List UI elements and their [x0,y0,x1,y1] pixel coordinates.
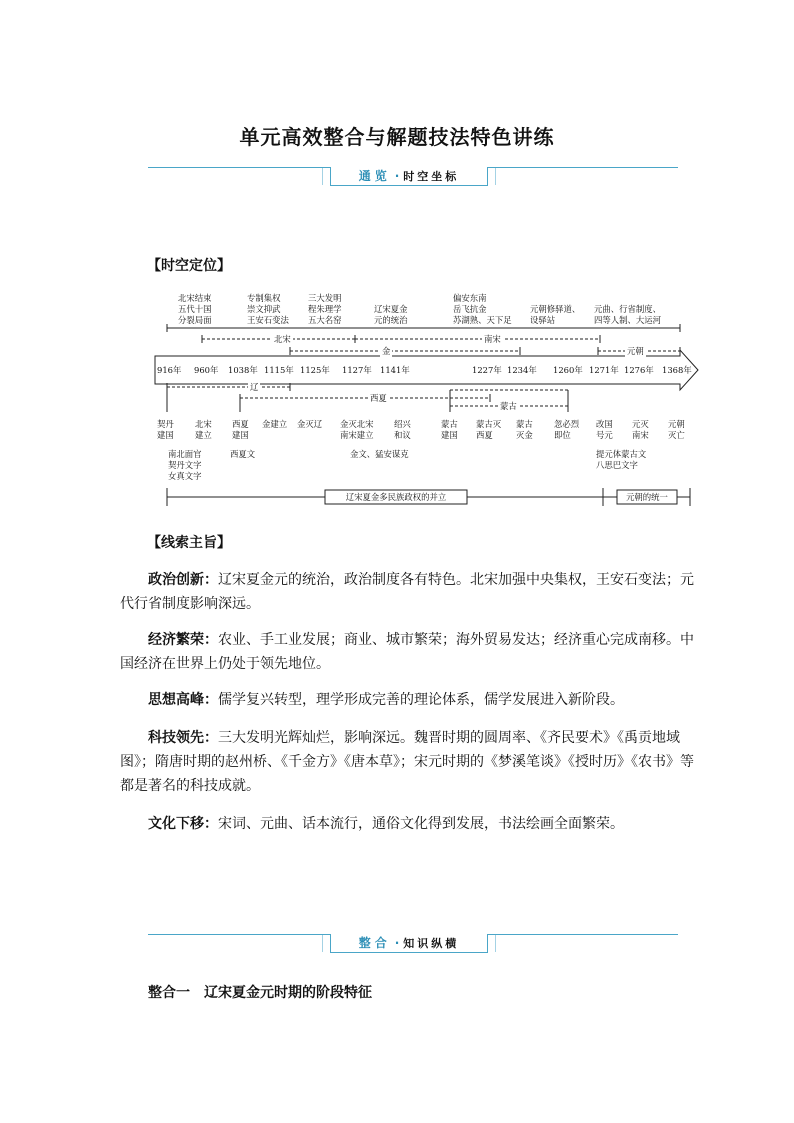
timeline-top-note: 元曲、行省制度、 四等人制、大运河 [594,304,661,325]
span-label-jin: 金 [382,346,391,356]
theme-paragraph [120,688,700,712]
year-label: 1276年 [624,365,654,375]
timeline-chart [150,290,710,512]
year-label: 960年 [194,365,219,375]
theme-paragraph [120,568,700,616]
span-label-yuan: 元朝 [627,346,644,356]
theme-text: 儒学复兴转型，理学形成完善的理论体系，儒学发展进入新阶段。 [218,692,624,708]
timeline-event: 金灭辽 [297,419,323,429]
banner-dot: · [394,936,400,950]
banner-main-label: 通览 [358,169,391,183]
banner-main-label: 整合 [358,936,391,950]
span-label-southern-song: 南宋 [484,334,501,344]
span-label-liao: 辽 [250,382,259,392]
year-label: 1115年 [264,365,294,375]
banner-left-corner-icon [322,167,330,185]
period-label-coexistence: 辽宋夏金多民族政权的并立 [345,492,447,502]
banner-sub-label: 知识纵横 [403,937,460,950]
theme-paragraph [120,812,700,836]
theme-paragraph [120,726,700,798]
year-label: 1271年 [589,365,619,375]
timeline-culture-note: 提元体蒙古文 八思巴文字 [596,449,647,470]
timeline-top-note: 偏安东南 岳飞抗金 苏湖熟、天下足 [453,293,512,325]
year-label: 1038年 [228,365,258,375]
timeline-event: 元灭 南宋 [632,419,649,440]
year-label: 1368年 [662,365,692,375]
timeline-event: 元朝 灭亡 [668,419,685,440]
timeline-event: 金灭北宋 南宋建立 [340,419,374,440]
span-label-mongol: 蒙古 [500,401,517,411]
year-label: 1127年 [342,365,372,375]
timeline-event: 蒙古灭 西夏 [476,419,502,440]
timeline-top-note: 三大发明 程朱理学 五大名窑 [308,293,342,325]
timeline-top-note: 北宋结束 五代十国 分裂局面 [178,293,212,325]
theme-text: 宋词、元曲、话本流行，通俗文化得到发展，书法绘画全面繁荣。 [218,816,624,832]
year-label: 1260年 [553,365,583,375]
theme-text: 辽宋夏金元的统治，政治制度各有特色。北宋加强中央集权，王安石变法；元代行省制度影响深远。 [120,572,694,612]
banner-right-corner-icon [488,167,496,185]
year-label: 1141年 [380,365,410,375]
year-label: 916年 [157,365,182,375]
theme-text: 三大发明光辉灿烂，影响深远。魏晋时期的圆周率、《齐民要术》《禹贡地域图》；隋唐时期的赵州桥、《千金方》《唐本草》；宋元时期的《梦溪笔谈》《授时历》《农书》等都是著名的科技成就。 [120,730,694,794]
span-label-western-xia: 西夏 [370,393,387,403]
timeline-culture-note: 南北面官 契丹文字 女真文字 [168,449,202,481]
timeline-top-note: 元朝修驿道、 设驿站 [530,304,581,325]
year-label: 1125年 [300,365,330,375]
timeline-culture-note: 西夏文 [230,449,256,459]
year-label: 1234年 [507,365,537,375]
theme-label: 科技领先： [148,730,218,746]
timeline-event: 北宋 建立 [195,419,212,440]
banner-left-corner-icon [322,934,330,952]
theme-label: 思想高峰： [148,692,218,708]
banner-sub-label: 时空坐标 [403,170,460,183]
timeline-event: 改国 号元 [596,419,613,440]
span-label-northern-song: 北宋 [274,334,291,344]
theme-label: 文化下移： [148,816,218,832]
timeline-top-note: 专制集权 崇文抑武 王安石变法 [247,293,289,325]
timeline-event: 蒙古 建国 [441,419,458,440]
section-heading-themes: 【线索主旨】 [147,535,231,551]
integration-heading: 整合一 辽宋夏金元时期的阶段特征 [148,985,372,1001]
banner-dot: · [394,169,400,183]
year-label: 1227年 [472,365,502,375]
timeline-event: 契丹 建国 [157,419,174,440]
timeline-culture-note: 金文、猛安谋克 [350,449,409,459]
section-heading-timeline: 【时空定位】 [147,258,231,274]
timeline-event: 绍兴 和议 [394,419,411,440]
timeline-event: 金建立 [262,419,288,429]
timeline-top-note: 辽宋夏金 元的统治 [374,304,408,325]
theme-paragraph [120,628,700,676]
theme-label: 政治创新： [148,572,218,588]
section-banner-integration [148,932,678,956]
theme-label: 经济繁荣： [148,632,218,648]
banner-right-corner-icon [488,934,496,952]
timeline-event: 忽必烈 即位 [554,419,580,440]
timeline-event: 西夏 建国 [232,419,249,440]
page-title: 单元高效整合与解题技法特色讲练 [239,125,555,149]
section-banner-overview [148,165,678,189]
timeline-event: 蒙古 灭金 [516,419,533,440]
theme-text: 农业、手工业发展；商业、城市繁荣；海外贸易发达；经济重心完成南移。中国经济在世界上仍处于领先地位。 [120,632,694,672]
period-label-yuan-unification: 元朝的统一 [626,492,668,502]
